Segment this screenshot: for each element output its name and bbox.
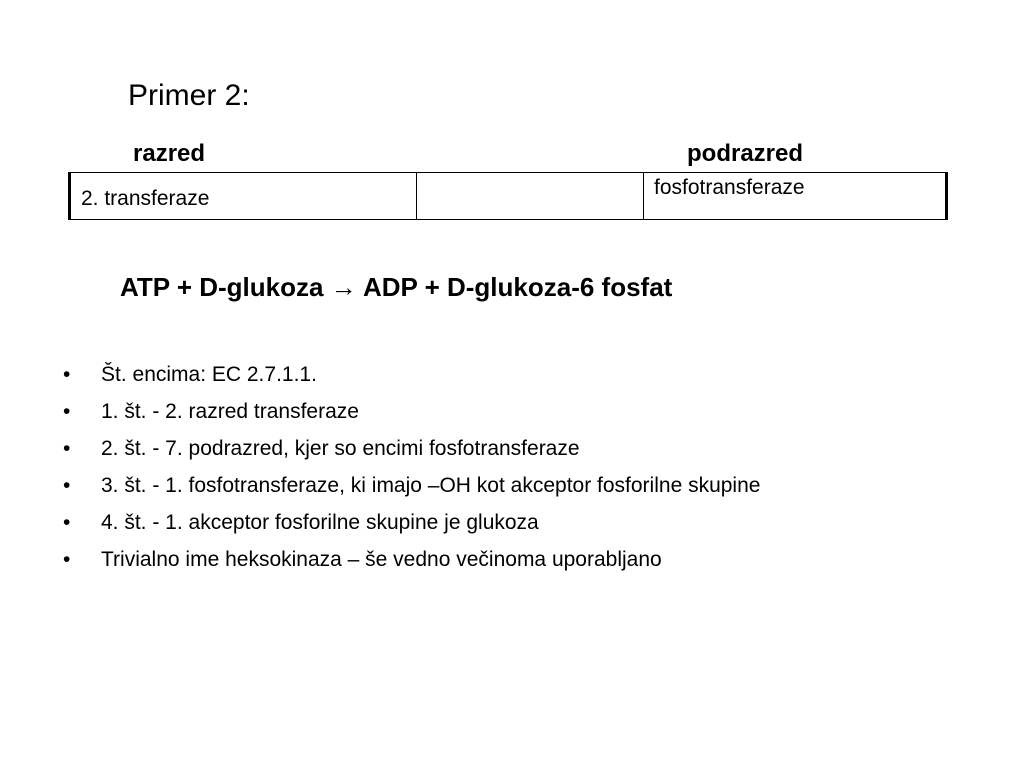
table-cell-empty — [417, 173, 644, 220]
list-item-text: Št. encima: EC 2.7.1.1. — [101, 363, 317, 386]
column-label-podrazred: podrazred — [687, 140, 804, 167]
reaction-equation: ATP + D-glukoza → ADP + D-glukoza-6 fosfat — [120, 272, 673, 302]
bullet-icon: • — [63, 548, 71, 571]
list-item-text: 4. št. - 1. akceptor fosforilne skupine je glukoza — [101, 511, 539, 534]
table-cell-razred: 2. transferaze — [70, 173, 417, 220]
bullet-icon: • — [63, 363, 71, 386]
column-label-razred: razred — [133, 140, 206, 167]
list-item-text: 2. št. - 7. podrazred, kjer so encimi fosfotransferaze — [101, 437, 580, 460]
table-cell-podrazred: fosfotransferaze — [644, 173, 947, 220]
list-item-text: 1. št. - 2. razred transferaze — [101, 400, 359, 423]
bullet-icon: • — [63, 474, 71, 497]
bullet-icon: • — [63, 400, 71, 423]
bullet-icon: • — [63, 437, 71, 460]
classification-table — [68, 172, 948, 220]
bullet-icon: • — [63, 511, 71, 534]
list-item-text: 3. št. - 1. fosfotransferaze, ki imajo –OH kot akceptor fosforilne skupine — [101, 474, 761, 497]
slide-title: Primer 2: — [128, 79, 250, 112]
list-item-text: Trivialno ime heksokinaza – še vedno večinoma uporabljano — [101, 548, 662, 571]
table-row — [70, 173, 947, 220]
